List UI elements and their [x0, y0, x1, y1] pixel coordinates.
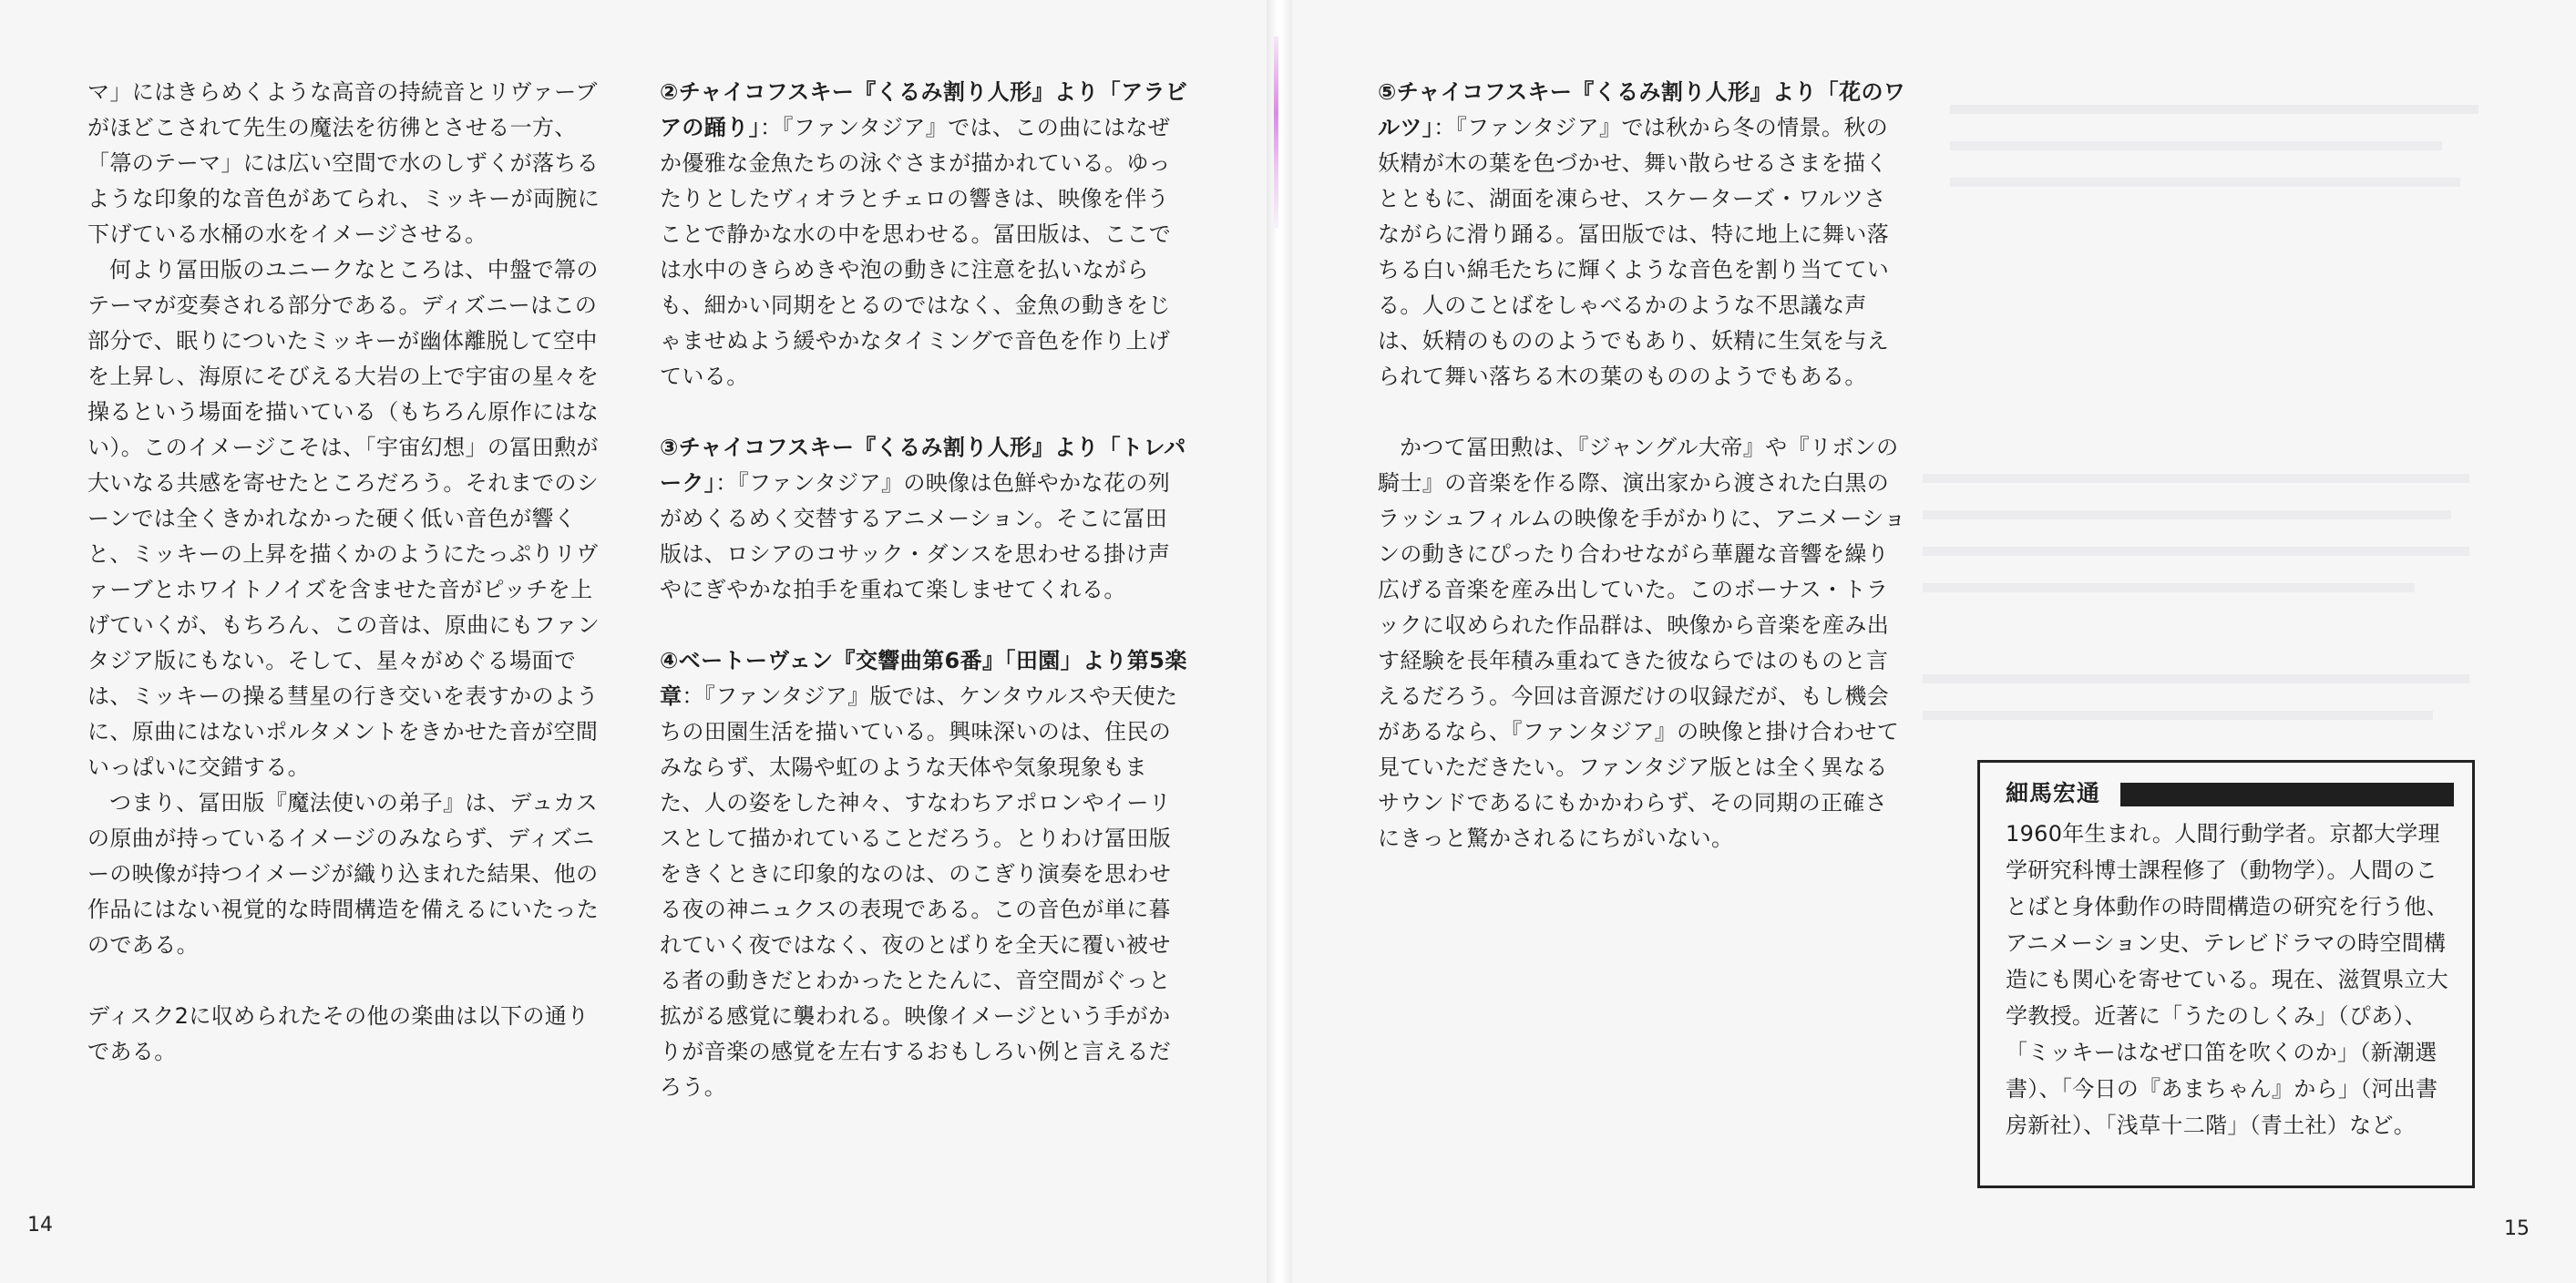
paragraph: ディスク2に収められたその他の楽曲は以下の通りである。 [87, 1003, 590, 1064]
author-bio: 1960年生まれ。人間行動学者。京都大学理学研究科博士課程修了（動物学）。人間のことばと身体動作の時間構造の研究を行う他、アニメーション史、テレビドラマの時空間構造にも関心を寄せている。現在、滋賀県立大学教授。近著に「うたのしくみ」（ぴあ）、「ミッキーはなぜ口笛を吹くのか」（新潮選書）、「今日の『あまちゃん』から」（河出書房新社）、「浅草十二階」（青土社）など。 [2006, 821, 2448, 1138]
section-heading: ④ベートーヴェン『交響曲第6番』「田園」より第5楽章 [660, 648, 1187, 709]
author-profile-box [1977, 760, 2475, 1188]
show-through-line [1923, 547, 2469, 556]
left-column-1 [87, 75, 607, 1070]
header-bar [2120, 783, 2454, 806]
show-through-line [1950, 141, 2442, 150]
show-through-line [1923, 510, 2451, 519]
section-body: ：『ファンタジア』版では、ケンタウルスや天使たちの田園生活を描いている。興味深いのは、住民のみならず、太陽や虹のような天体や気象現象もまた、人の姿をした神々、すなわちアポロンやイーリスとして描かれていることだろう。とりわけ冨田版をきくときに印象的なのは、のこぎり演奏を思わせる夜の神ニュクスの表現である。この音色が単に暮れていく夜ではなく、夜のとばりを全天に覆い被せる者の動きだとわかったとたんに、音空間がぐっと拡がる感覚に襲われる。映像イメージという手がかりが音楽の感覚を左右するおもしろい例と言えるだろう。 [660, 683, 1178, 1100]
page-number-left: 14 [27, 1214, 53, 1237]
section-heading: ③チャイコフスキー『くるみ割り人形』より「トレパーク」 [660, 435, 1186, 496]
section-waltz-of-flowers [1378, 75, 1908, 395]
profile-header [2006, 775, 2454, 812]
section-heading: ②チャイコフスキー『くるみ割り人形』より「アラビアの踊り」 [660, 79, 1188, 140]
author-name: 細馬宏通 [2006, 780, 2101, 806]
show-through-line [1923, 474, 2469, 483]
section-arabian-dance [660, 75, 1188, 395]
book-gutter [1267, 0, 1292, 1283]
show-through-line [1923, 674, 2469, 683]
paragraph: 何より冨田版のユニークなところは、中盤で箒のテーマが変奏される部分である。ディズニーはこの部分で、眠りについたミッキーが幽体離脱して空中を上昇し、海原にそびえる大岩の上で宇宙の星々を操るという場面を描いている（もちろん原作にはない）。このイメージこそは、「宇宙幻想」の冨田勲が大いなる共感を寄せたところだろう。それまでのシーンでは全くきかれなかった硬く低い音色が響くと、ミッキーの上昇を描くかのようにたっぷりリヴァーブとホワイトノイズを含ませた音がピッチを上げていくが、もちろん、この音は、原曲にもファンタジア版にもない。そして、星々がめぐる場面では、ミッキーの操る彗星の行き交いを表すかのように、原曲にはないポルタメントをきかせた音が空間いっぱいに交錯する。 [87, 257, 600, 780]
spacer [660, 608, 1188, 643]
show-through-line [1923, 583, 2415, 592]
paragraph: かつて冨田勲は、『ジャングル大帝』や『リボンの騎士』の音楽を作る際、演出家から渡された白黒のラッシュフィルムの映像を手がかりに、アニメーションの動きにぴったり合わせながら華麗な音響を繰り広げる音楽を産み出していた。このボーナス・トラックに収められた作品群は、映像から音楽を産み出す経験を長年積み重ねてきた彼ならではのものと言えるだろう。今回は音源だけの収録だが、もし機会があるなら、『ファンタジア』の映像と掛け合わせて見ていただきたい。ファンタジア版とは全く異なるサウンドであるにもかかわらず、その同期の正確さにきっと驚かされるにちがいない。 [1378, 435, 1906, 851]
section-body: ：『ファンタジア』では秋から冬の情景。秋の妖精が木の葉を色づかせ、舞い散らせるさまを描くとともに、湖面を凍らせ、スケーターズ・ワルツさながらに滑り踊る。冨田版では、特に地上に舞い落ちる白い綿毛たちに輝くような音色を割り当てている。人のことばをしゃべるかのような不思議な声は、妖精のもののようでもあり、妖精に生気を与えられて舞い落ちる木の葉のもののようでもある。 [1378, 115, 1890, 389]
spacer [1378, 395, 1908, 430]
show-through-line [1923, 711, 2433, 720]
spacer [660, 395, 1188, 430]
right-column [1378, 75, 1908, 857]
section-body: ：『ファンタジア』では、この曲にはなぜか優雅な金魚たちの泳ぐさまが描かれている。ゆったりとしたヴィオラとチェロの響きは、映像を伴うことで静かな水の中を思わせる。冨田版は、ここでは水中のきらめきや泡の動きに注意を払いながらも、細かい同期をとるのではなく、金魚の動きをじゃませぬよう緩やかなタイミングで音色を作り上げている。 [660, 115, 1172, 389]
section-pastoral [660, 643, 1188, 1105]
page-number-right: 15 [2504, 1217, 2530, 1240]
paragraph: つまり、冨田版『魔法使いの弟子』は、デュカスの原曲が持っているイメージのみならず、ディズニーの映像が持つイメージが織り込まれた結果、他の作品にはない視覚的な時間構造を備えるにいたったのである。 [87, 790, 600, 958]
section-heading: ⑤チャイコフスキー『くるみ割り人形』より「花のワルツ」 [1378, 79, 1906, 140]
gutter-color-bleed [1274, 36, 1278, 228]
left-column-2 [660, 75, 1188, 1105]
spacer [87, 963, 607, 999]
section-body: ：『ファンタジア』の映像は色鮮やかな花の列がめくるめく交替するアニメーション。そこに冨田版は、ロシアのコサック・ダンスを思わせる掛け声やにぎやかな拍手を重ねて楽しませてくれる。 [660, 470, 1171, 602]
show-through-line [1950, 105, 2479, 114]
show-through-line [1950, 178, 2460, 187]
section-trepak [660, 430, 1188, 608]
paragraph: マ」にはきらめくような高音の持続音とリヴァーブがほどこされて先生の魔法を彷彿とさせる一方、「箒のテーマ」には広い空間で水のしずくが落ちるような印象的な音色があてられ、ミッキーが両腕に下げている水桶の水をイメージさせる。 [87, 79, 600, 247]
